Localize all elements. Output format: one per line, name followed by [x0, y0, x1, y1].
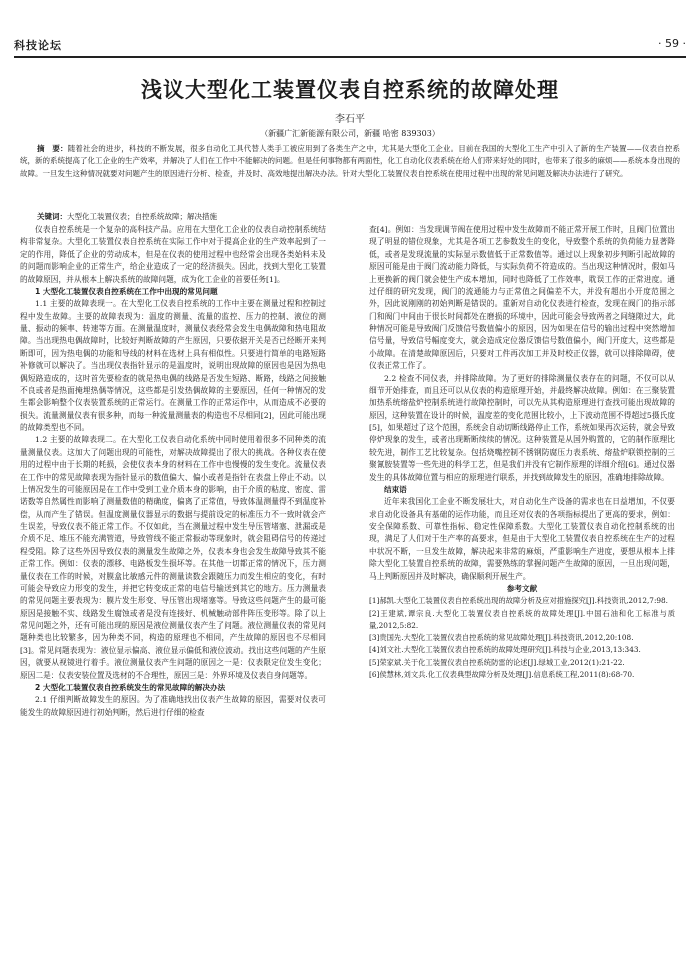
reference-item: [3]贵国先.大型化工装置仪表自控系统的常见故障处理[J].科技资讯,2012,20:108. — [369, 633, 634, 643]
section-2-heading: 2 大型化工装置仪表自控系统发生的常见故障的解决办法 — [35, 682, 226, 692]
author: 李石平 — [335, 114, 365, 125]
references-heading: 参考文献 — [506, 583, 538, 593]
section-2-2-paragraph: 2.2 检查不同仪表，并排除故障。为了更好的排除测量仪表存在的问题，不仅可以从细节开始排查，而且还可以从仪表的构造原理开始，并最终解决故障。例如：在三聚装置加热系统熔盐炉控制系统进行故障控制时，可以先从其构造原理进行查找可能出现故障的原因，这种装置在设计的时候，温度差的变化范围比较小，上下波动范围不得超过5摄氏度[5]，如果超过了这个范围，系统会自动切断线路停止工作，系统如果再次运转，就会导致停炉现象的发生，或者出现断断续续的情况。这种装置是从国外购置的，它的制作原理比较先进，制作工艺比较复杂。包括烧嘴控制不锈钢防腐压力表系统、熔盐炉联锁控制的三聚氰胺装置等一些先进的科学工艺，但是我们并没有它制作原理的详细介绍[6]。通过仪器发生的具体故障位置与相应的原理进行联系，并找到故障发生的原因，准确地排除故障。 — [369, 373, 675, 482]
conclusion-paragraph: 近年来我国化工企业不断发展壮大，对自动化生产设备的需求也在日益增加，不仅要求自动化设备具有基础的运作功能，而且还对仪表的各项指标提出了更高的要求，例如：安全保障系数、可靠性指标、稳定性保障系数。大型化工装置仪表自动化控制系统的出现，满足了人们对于生产率的高要求，但是由于大型化工装置仪表自控系统在生产的过程中状况不断，一旦发生故障，解决起来非常的麻烦，严重影响生产进度，要想从根本上排除大型化工装置自控系统的故障，需要熟练的掌握问题产生故障的原因，一旦出现问题，马上判断原因并及时解决，确保顺利开展生产。 — [369, 497, 675, 581]
abstract-label: 摘 要： — [37, 144, 68, 153]
left-column — [20, 224, 326, 950]
section-2-1-continued: 查[4]。例如：当发现调节阀在使用过程中发生故障而不能正常开展工作时，且阀门位置出现了明显的错位现象，尤其是各项工艺参数发生的变化，导致整个系统的负荷能力显著降低，或者是发现流量的实际显示数值低于正常数值等。通过以上现象初步判断引起故障的原因可能是由于阀门流动能力降低，与实际负荷不符造成的。当出现这种情况时，假如马上更换新的阀门就会使生产成本增加，同时也降低了工作效率，耽误工作的正常进度。通过仔细的研究发现，阀门的流通能力与正常值之间偏差不大，并没有超出小开度范围之外，因此说刚刚的初始判断是错误的。重新对自动化仪表进行检查，发现在阀门的指示部门和阀门中间由于很长时间都处在磨损的环境中，因此可能会导致两者之间缝隙过大，此种情况可能是导致阀门反馈信号数值偏小的原因，因为如果在信号的输出过程中突然增加信号量，导致信号幅度变大，就会造成定位器反馈信号数值偏小，阀门开度大，这些都是小故障。在清楚故障原因后，只要对工件再次加工并及时校正仪器，就可以排除障碍，使仪表正常工作了。 — [369, 225, 675, 371]
section-1-2-paragraph: 1.2 主要的故障表现二。在大型化工仪表自动化系统中同时使用着很多不同种类的流量测量仪表。这加大了问题出现的可能性，对解决故障提出了很大的挑战。各种仪表在使用的过程中由于长期的耗损，会使仪表本身的材料在工作中也慢慢的发生变化。流量仪表在工作中的常见故障表现为指针显示的数值偏大、偏小或者是指针在表盘上停止不动。以上情况发生的可能原因是在工作中受到工业介质本身的影响，由于介质的粘度、密度、雷诺数等自然属性而影响了测量数值的精确度，偏离了正常值，导致体温测量得不到温度补偿，从而产生了错误。但温度测量仪器显示的数据与提前设定的标准压力不一致时就会产生误差，导致仪表不能正常工作。不仅如此，当在测量过程中发生导压管堵塞、泄漏或是介质不足、堆压不能充满管道，导致管线不能正常振动等现象时，就会阻碍信号的传递过程受阻。除了这些外因导致仪表的测量发生故障之外，仪表本身也会发生故障导致其不能正常工作。例如：仪表的漂移、电路板发生损坏等。在其他一切都正常的情况下，压力测量仪表在工作的时候，对膜盒比敏感元件的测量读数会跟随压力而发生相应的变化，有时可能会导致应力形变的发生，并把它转变成正常的电信号输送到其它的地方。压力测量表的常见问题主要表现为：膜片发生形变、导压管出现堵塞等。导致这些问题产生的最可能原因是接触不实、线路发生腐蚀或者是没有连接好、机械触动部件阵压变形等。除了以上常见问题之外，还有可能出现的原因是液位测量仪表产生了问题。液位测量仪表的常见问题种类也比较繁多，因为种类不同，构造的原理也不相同，产生故障的原因也不尽相同[3]。常见问题表现为：液位显示偏高、液位显示偏低和液位波动。找出这些问题的产生原因，就要从视镜进行着手。液位测量仪表产生问题的原因之一是：仪表限定位发生变化；原因二是：仪表安装位置及选材的不合理性，原因三是：外界环境及仪表自身问题等。 — [20, 435, 326, 680]
page-number: · 59 · — [658, 37, 686, 50]
affiliation: （新疆广汇新能源有限公司，新疆 哈密 839303） — [260, 129, 440, 138]
reference-item: [6]侯慧林,刘文兵.化工仪表典型故障分析及处理[J].信息系统工程,2011(8):68-70. — [369, 670, 635, 680]
intro-paragraph: 仪表自控系统是一个复杂的高科技产品。应用在大型化工企业的仪表自动控制系统结构非常复杂。大型化工装置仪表自控系统在实际工作中对于提高企业的生产效率起到了一定的作用，降低了企业的劳动成本，但是在仪表的使用过程中也经常会出现各类始料未及的问题而影响企业的正常生产，给企业造成了一定的经济损失。因此，找到大型化工装置的故障原因，并从根本上解决系统的故障问题，成为化工企业的首要任务[1]。 — [20, 225, 326, 284]
reference-item: [4]刘文社.大型化工装置仪表自控系统的故障处理研究[J].科技与企业,2013,13:343. — [369, 645, 641, 655]
section-2-1-paragraph: 2.1 仔细判断故障发生的原因。为了准确地找出仪表产生故障的原因，需要对仪表可能发生的故障原因进行初始判断，然后进行仔细的检查 — [20, 695, 326, 717]
reference-item: [2]王建斌,谭宗良.大型化工装置仪表自控系统的故障处理[J].中国石油和化工标准与质量,2012,5:82. — [369, 608, 675, 630]
article-title: 浅议大型化工装置仪表自控系统的故障处理 — [141, 78, 559, 102]
reference-item: [1]郝凯.大型化工装置仪表自控系统出现的故障分析及应对措施探究[J].科技资讯,2012,7:98. — [369, 596, 669, 606]
conclusion-heading: 结束语 — [384, 484, 407, 494]
header-rule — [14, 56, 686, 58]
abstract-text: 随着社会的进步，科技的不断发展，很多自动化工具代替人类手工被应用到了各类生产之中，尤其是大型化工企业。目前在我国的大型化工生产中引入了新的生产装置——仪表自控系统，新的系统提高了化工企业的生产效率，并解决了人们在工作中不能解决的问题。但是任何事物都有两面性，化工自动化仪表系统在给人们带来好处的同时，也带来了很多的麻烦——系统本身出现的故障。一旦发生这种情况就要对问题产生的原因进行分析、检查，并及时、高效地提出解决办法。针对大型化工装置仪表自控系统在使用过程中出现的常见问题及解决办法进行了研究。 — [20, 144, 681, 178]
keywords-text: 大型化工装置仪表；自控系统故障；解决措施 — [67, 212, 217, 221]
journal-name: 科技论坛 — [14, 39, 62, 52]
keywords — [37, 211, 217, 222]
section-1-heading: 1 大型化工装置仪表自控系统在工作中出现的常见问题 — [35, 286, 218, 296]
section-1-1-paragraph: 1.1 主要的故障表现一。在大型化工仪表自控系统的工作中主要在测量过程和控制过程中发生故障。主要的故障表现为：温度的测量、流量的监控、压力的控制、液位的测量、振动的频率、转速等方面。在测量温度时，测量仪表经常会发生电偶故障和热电阻故障。当出现热电偶故障时，比较好判断故障的产生原因，只要依据开关是否已经断开来判断即可，因为热电偶的功能和导线的材料在选材上具有相似性。只要进行简单的电路短路补修就可以解决了。当出现仪表指针显示的是温度时，说明出现故障的原因也是因为热电偶短路造成的，这时首先要检查的就是热电偶的线路是否发生短路、断路，线路之间接触不良或者是热面掩埋热偶等情况，这些都是引发热偶故障的主要原因，任何一种情况的发生都会影响整个仪表装置系统的正常运行。在测量工作的正常运作中，从而造成不必要的损失。流量测量仪表有很多种，而每一种流量测量表的构造也不尽相同[2]，因此可能出现的故障类型也不同。 — [20, 299, 326, 432]
abstract — [20, 143, 680, 180]
reference-item: [5]荣家斌.关于化工装置仪表自控系统防雷的论述[J].绿城工业,2012(1):21-22. — [369, 657, 625, 667]
keywords-label: 关键词： — [37, 212, 67, 221]
right-column — [369, 224, 675, 954]
